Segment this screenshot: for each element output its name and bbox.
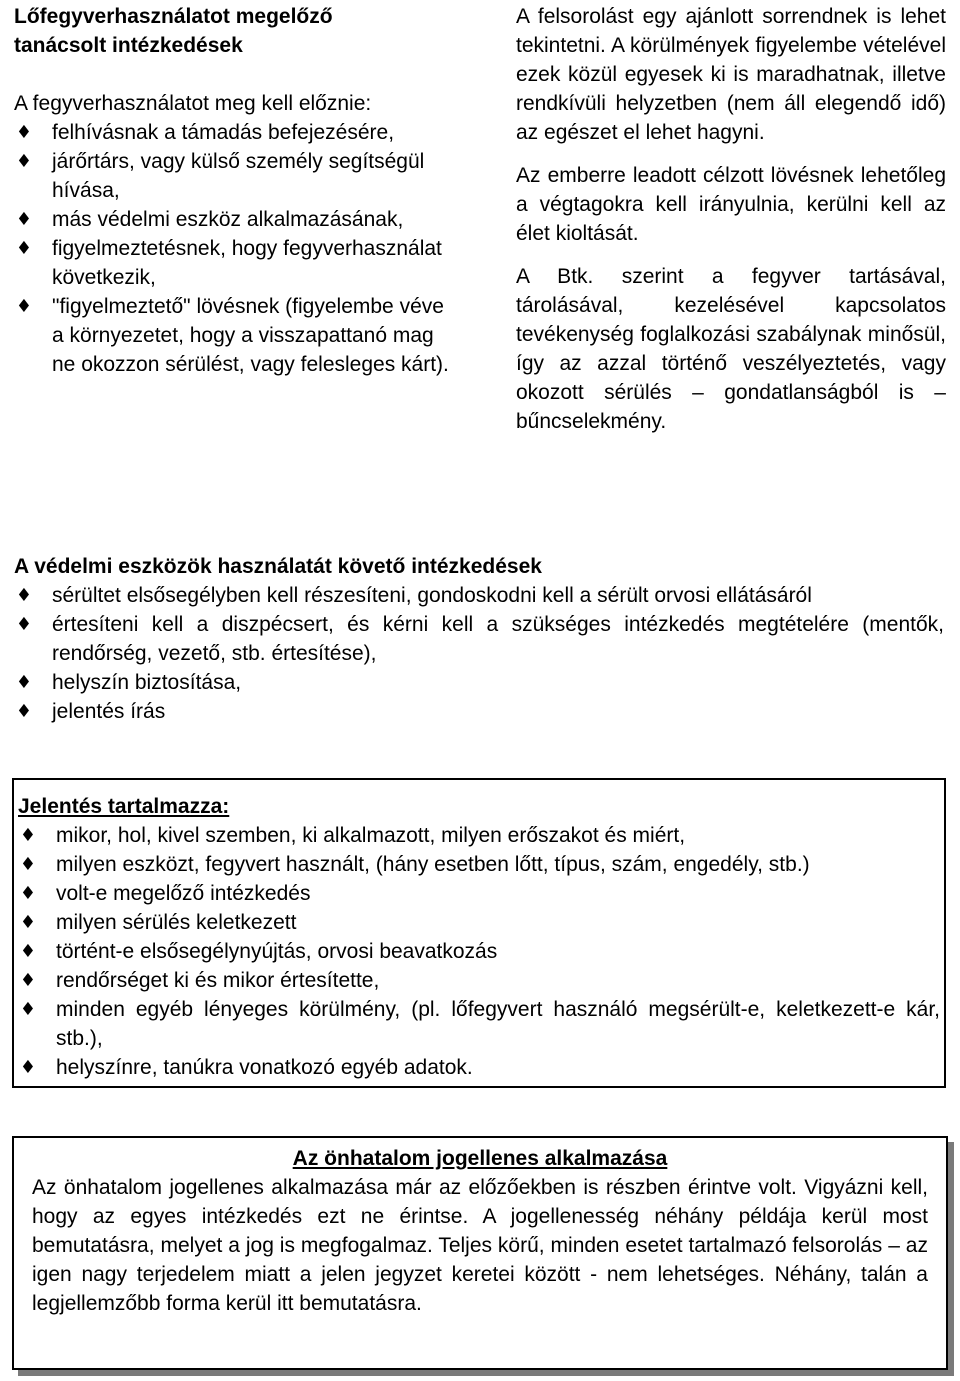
list-item: ♦ mikor, hol, kivel szemben, ki alkalmazott, milyen erőszakot és miért, bbox=[18, 821, 940, 850]
protect-section bbox=[14, 552, 944, 726]
list-item: ♦ történt-e elsősegélynyújtás, orvosi beavatkozás bbox=[18, 937, 940, 966]
list-item: ♦ volt-e megelőző intézkedés bbox=[18, 879, 940, 908]
left-title-line1: Lőfegyverhasználatot megelőző bbox=[14, 5, 333, 28]
list-item: ♦ jelentés írás bbox=[14, 697, 944, 726]
list-item: ♦ figyelmeztetésnek, hogy fegyverhasználat következik, bbox=[14, 234, 454, 292]
diamond-bullet-icon: ♦ bbox=[19, 1057, 37, 1078]
protect-title: A védelmi eszközök használatát követő intézkedések bbox=[14, 555, 542, 578]
list-item: ♦ értesíteni kell a diszpécsert, és kérni kell a szükséges intézkedés megtételére (mentők, rendőrség, vezető, stb. értesítése), bbox=[14, 610, 944, 668]
diamond-bullet-icon: ♦ bbox=[19, 883, 37, 904]
list-item: ♦ rendőrséget ki és mikor értesítette, bbox=[18, 966, 940, 995]
right-paragraph-2: Az emberre leadott célzott lövésnek lehetőleg a végtagokra kell irányulnia, kerülni kell az élet kioltását. bbox=[516, 164, 946, 245]
report-section bbox=[12, 778, 946, 1088]
protect-bullet-list bbox=[14, 581, 944, 726]
selfhelp-section bbox=[12, 1136, 948, 1370]
diamond-bullet-icon: ♦ bbox=[15, 296, 33, 317]
diamond-bullet-icon: ♦ bbox=[15, 614, 33, 635]
list-item: ♦ más védelmi eszköz alkalmazásának, bbox=[14, 205, 454, 234]
left-column bbox=[14, 2, 454, 379]
diamond-bullet-icon: ♦ bbox=[15, 209, 33, 230]
diamond-bullet-icon: ♦ bbox=[15, 122, 33, 143]
left-bullet-list bbox=[14, 118, 454, 379]
report-title: Jelentés tartalmazza: bbox=[18, 795, 230, 818]
list-item: ♦ helyszínre, tanúkra vonatkozó egyéb adatok. bbox=[18, 1053, 940, 1082]
diamond-bullet-icon: ♦ bbox=[19, 854, 37, 875]
diamond-bullet-icon: ♦ bbox=[15, 585, 33, 606]
list-item: ♦ "figyelmeztető" lövésnek (figyelembe véve a környezetet, hogy a visszapattanó mag ne okozzon sérülést, vagy felesleges kárt). bbox=[14, 292, 454, 379]
list-item: ♦ sérültet elsősegélyben kell részesíteni, gondoskodni kell a sérült orvosi ellátásáról bbox=[14, 581, 944, 610]
right-column bbox=[516, 2, 946, 436]
list-item: ♦ milyen sérülés keletkezett bbox=[18, 908, 940, 937]
diamond-bullet-icon: ♦ bbox=[19, 970, 37, 991]
diamond-bullet-icon: ♦ bbox=[19, 999, 37, 1020]
left-intro: A fegyverhasználatot meg kell előznie: bbox=[14, 92, 372, 115]
report-bullet-list bbox=[18, 821, 940, 1082]
list-item: ♦ minden egyéb lényeges körülmény, (pl. lőfegyvert használó megsérült-e, keletkezett-e kár, stb.), bbox=[18, 995, 940, 1053]
diamond-bullet-icon: ♦ bbox=[15, 238, 33, 259]
two-column-block bbox=[14, 2, 946, 492]
list-item: ♦ felhívásnak a támadás befejezésére, bbox=[14, 118, 454, 147]
right-paragraph-3: A Btk. szerint a fegyver tartásával, tárolásával, kezelésével kapcsolatos tevékenység foglalkozási szabálynak minősül, így az azzal történő veszélyeztetés, vagy okozott sérülés – gondatlanságból is – bűncselekmény. bbox=[516, 265, 946, 433]
list-item: ♦ milyen eszközt, fegyvert használt, (hány esetben lőtt, típus, szám, engedély, stb.) bbox=[18, 850, 940, 879]
diamond-bullet-icon: ♦ bbox=[19, 912, 37, 933]
diamond-bullet-icon: ♦ bbox=[19, 941, 37, 962]
diamond-bullet-icon: ♦ bbox=[19, 825, 37, 846]
left-title-line2: tanácsolt intézkedések bbox=[14, 34, 243, 57]
list-item: ♦ helyszín biztosítása, bbox=[14, 668, 944, 697]
list-item: ♦ járőrtárs, vagy külső személy segítségül hívása, bbox=[14, 147, 454, 205]
diamond-bullet-icon: ♦ bbox=[15, 151, 33, 172]
selfhelp-title: Az önhatalom jogellenes alkalmazása bbox=[292, 1147, 668, 1170]
diamond-bullet-icon: ♦ bbox=[15, 701, 33, 722]
right-paragraph-1: A felsorolást egy ajánlott sorrendnek is lehet tekintetni. A körülmények figyelembe vételével ezek közül egyesek ki is maradhatnak, illetve rendkívüli helyzetben (nem áll elegendő idő) az egészet el lehet hagyni. bbox=[516, 5, 946, 144]
diamond-bullet-icon: ♦ bbox=[15, 672, 33, 693]
selfhelp-body: Az önhatalom jogellenes alkalmazása már az előzőekben is részben érintve volt. Vigyázni kell, hogy az egyes intézkedés ezt ne érintse. A jogellenesség néhány példája kerül most bemutatásra, melyet a jog is megfogalmaz. Teljes körű, minden esetet tartalmazó felsorolás – az igen nagy terjedelem miatt a jelen jegyzet keretei között - nem lehetséges. Néhány, talán a legjellemzőbb forma kerül itt bemutatásra. bbox=[32, 1176, 928, 1315]
